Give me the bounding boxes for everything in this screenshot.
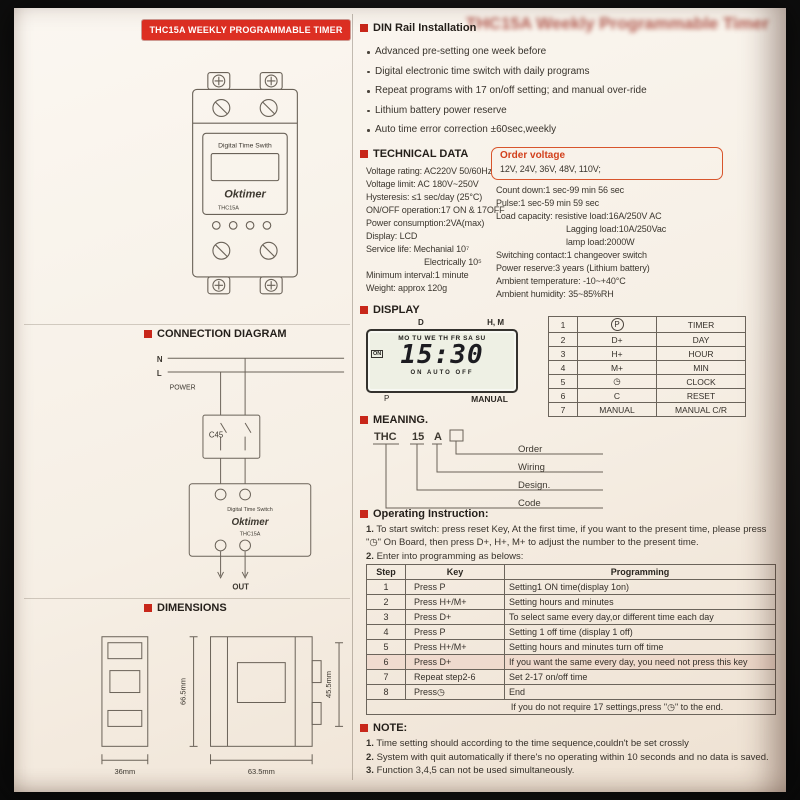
key-symbol: M+ (578, 361, 657, 375)
lcd-top-labels (366, 318, 518, 329)
list-item: Advanced pre-setting one week before (366, 42, 778, 62)
section-heading-operating (360, 508, 489, 520)
spec-line: Display: LCD (366, 231, 418, 241)
note-item (366, 752, 780, 765)
table-row (549, 347, 746, 361)
table-row: 1 Press P Setting1 ON time(display 1on) (367, 580, 776, 595)
order-voltage-box (491, 147, 723, 180)
tech-specs-left (366, 165, 505, 295)
note-item (366, 765, 780, 778)
lcd-label-manual: MANUAL (471, 394, 508, 404)
title-banner: THC15A WEEKLY PROGRAMMABLE TIMER (142, 20, 350, 40)
section-heading-meaning (360, 414, 428, 426)
key-function-table (548, 316, 746, 417)
section-heading-din-rail (360, 22, 476, 34)
spec-line: Voltage limit: AC 180V~250V (366, 179, 479, 189)
tech-specs-right (496, 184, 782, 301)
manual-page (14, 8, 786, 792)
din-feature-list (366, 42, 778, 140)
key-function: TIMER (657, 317, 746, 333)
lcd-time-row (368, 342, 516, 368)
dim-side-width: 63.5mm (247, 767, 275, 777)
spec-line: Switching contact:1 changeover switch (496, 250, 647, 260)
list-item: Lithium battery power reserve (366, 101, 778, 121)
dim-body-height: 45.5mm (324, 671, 334, 699)
section-heading-label: MEANING. (373, 414, 428, 426)
table-header-row (367, 565, 776, 580)
instruction-item (366, 551, 778, 564)
spec-line: Power consumption:2VA(max) (366, 218, 485, 228)
table-row: 6 Press D+ If you want the same every day, you need not press this key (367, 655, 776, 670)
item-text: To start switch: press reset Key, At the first time, if you want to the present time, please press "◷" On Board, then press D+, H+, M+ to adjust the number to the present time. (366, 524, 767, 548)
table-row: 2 Press H+/M+ Setting hours and minutes (367, 595, 776, 610)
section-heading-label: DIMENSIONS (157, 602, 227, 614)
list-item: Digital electronic time switch with daily programs (366, 62, 778, 82)
item-text: Enter into programming as belows: (376, 550, 524, 562)
key-function: MANUAL C/R (657, 403, 746, 417)
list-item: Auto time error correction ±60sec,weekly (366, 120, 778, 140)
diagram-device-brand: Oktimer (231, 516, 269, 528)
device-model-text: THC15A (217, 205, 239, 212)
lcd-weekdays: MO TU WE TH FR SA SU (398, 335, 486, 342)
spec-line: Ambient temperature: -10~+40°C (496, 276, 626, 286)
table-row (549, 375, 746, 389)
power-label: POWER (169, 384, 196, 392)
wire-n-label: N (156, 355, 163, 365)
key-symbol (578, 317, 657, 333)
key-num: 3 (549, 347, 578, 361)
programming-steps-table (366, 564, 776, 715)
red-square-bullet (360, 416, 368, 424)
key-function: HOUR (657, 347, 746, 361)
key-num: 1 (549, 317, 578, 333)
spec-line: Hysteresis: ≤1 sec/day (25°C) (366, 192, 483, 202)
table-row (549, 403, 746, 417)
ghost-print-text: THC15A Weekly Programmable Timer (466, 14, 769, 33)
section-heading-display (360, 304, 420, 316)
wire-l-label: L (156, 368, 162, 378)
red-square-bullet (360, 724, 368, 732)
table-row (549, 361, 746, 375)
lcd-label-hour-min: H, M (487, 318, 504, 327)
lcd-label-p: P (384, 394, 390, 403)
item-text: Function 3,4,5 can not be used simultaneously. (376, 765, 575, 777)
spec-line: Count down:1 sec-99 min 56 sec (496, 185, 625, 195)
red-square-bullet (360, 306, 368, 314)
item-number: 2. (366, 550, 374, 562)
model-code-breakdown (368, 428, 618, 514)
spec-line: Power reserve:3 years (Lithium battery) (496, 263, 650, 273)
red-square-bullet (144, 604, 152, 612)
spec-line: lamp load:2000W (566, 237, 635, 247)
key-function: RESET (657, 389, 746, 403)
section-heading-label: TECHNICAL DATA (373, 148, 469, 160)
lcd-display-drawing (366, 318, 518, 404)
device-drawing (169, 50, 321, 318)
spec-line: Ambient humidity: 35~85%RH (496, 289, 614, 299)
section-heading-technical-data (360, 148, 468, 160)
key-symbol: H+ (578, 347, 657, 361)
note-item (366, 738, 780, 751)
code-label-code: Code (518, 498, 541, 509)
breaker-label: C45 (208, 430, 224, 440)
spec-line: Pulse:1 sec-59 min 59 sec (496, 198, 600, 208)
table-row: 8 Press◷ End (367, 685, 776, 700)
item-number: 3. (366, 765, 374, 777)
model-token-design: 15 (412, 431, 425, 443)
footnote-text: If you do not require 17 settings,press "◷" to the end. (367, 700, 776, 715)
table-row (549, 389, 746, 403)
diagram-device-title: Digital Time Switch (227, 507, 273, 514)
section-heading-note (360, 722, 407, 734)
item-number: 1. (366, 524, 374, 535)
operating-instructions (366, 524, 778, 564)
code-label-wiring: Wiring (518, 462, 545, 473)
key-function: DAY (657, 333, 746, 347)
section-rule (24, 598, 350, 599)
red-square-bullet (360, 150, 368, 158)
table-row (549, 333, 746, 347)
diagram-device-model: THC15A (239, 531, 261, 538)
spec-line: Minimum interval:1 minute (366, 270, 469, 280)
spec-line: Electrically 10⁵ (424, 257, 482, 267)
lcd-bottom-labels (366, 393, 518, 404)
item-number: 2. (366, 751, 374, 763)
section-heading-label: Operating Instruction: (373, 508, 489, 520)
key-num: 4 (549, 361, 578, 375)
table-row: 5 Press H+/M+ Setting hours and minutes turn off time (367, 640, 776, 655)
circled-p-icon: P (611, 318, 624, 331)
key-num: 2 (549, 333, 578, 347)
connection-diagram (152, 346, 348, 594)
col-step: Step (367, 565, 406, 580)
table-footnote-row (367, 700, 776, 715)
spec-line: Lagging load:10A/250Vac (566, 224, 667, 234)
key-num: 5 (549, 375, 578, 389)
key-function: CLOCK (657, 375, 746, 389)
lcd-screen (366, 329, 518, 393)
key-function: MIN (657, 361, 746, 375)
dimensions-drawing (86, 622, 350, 778)
instruction-item (366, 524, 778, 550)
table-row: 4 Press P Setting 1 off time (display 1 off) (367, 625, 776, 640)
column-divider (352, 14, 353, 780)
red-square-bullet (360, 24, 368, 32)
code-label-order: Order (518, 444, 543, 455)
item-text: System with quit automatically if there's no operating within 10 seconds and no data is saved. (376, 751, 769, 763)
key-num: 7 (549, 403, 578, 417)
col-key: Key (406, 565, 505, 580)
col-programming: Programming (505, 565, 776, 580)
model-token-series: THC (374, 431, 397, 443)
lcd-time: 15:30 (400, 340, 484, 370)
spec-line: Load capacity: resistive load:16A/250V AC (496, 211, 662, 221)
item-number: 1. (366, 738, 374, 749)
item-text: Time setting should according to the time sequence,couldn't be set crossly (376, 738, 689, 749)
lcd-label-day: D (418, 318, 424, 327)
order-voltage-label: Order voltage (500, 150, 566, 161)
dim-total-height: 66.5mm (178, 678, 188, 706)
lcd-on-flag: ON (373, 351, 382, 357)
section-heading-label: DISPLAY (373, 304, 420, 316)
section-heading-label: CONNECTION DIAGRAM (157, 328, 287, 340)
model-token-wiring: A (434, 431, 442, 443)
dim-front-width: 36mm (114, 767, 136, 777)
section-heading-label: DIN Rail Installation (373, 22, 477, 34)
section-heading-connection (144, 328, 287, 340)
table-row: 3 Press D+ To select same every day,or different time each day (367, 610, 776, 625)
red-square-bullet (360, 510, 368, 518)
table-row (549, 317, 746, 333)
spec-line: Weight: approx 120g (366, 283, 447, 293)
note-list (366, 738, 780, 779)
table-row: 7 Repeat step2-6 Set 2-17 on/off time (367, 670, 776, 685)
device-title-text: Digital Time Swith (218, 142, 272, 150)
code-label-design: Design. (518, 480, 551, 491)
spec-line: Service life: Mechanial 10⁷ (366, 244, 470, 254)
key-symbol: C (578, 389, 657, 403)
out-label: OUT (232, 582, 249, 592)
section-heading-dimensions (144, 602, 227, 614)
lcd-status-row: ON AUTO OFF (410, 370, 474, 376)
section-rule (24, 324, 350, 325)
key-symbol: MANUAL (578, 403, 657, 417)
key-symbol: D+ (578, 333, 657, 347)
device-brand-text: Oktimer (224, 188, 266, 201)
clock-icon: ◷ (578, 375, 657, 389)
section-heading-label: NOTE: (373, 722, 408, 734)
red-square-bullet (144, 330, 152, 338)
spec-line: Voltage rating: AC220V 50/60Hz (366, 166, 493, 176)
key-num: 6 (549, 389, 578, 403)
order-voltage-values: 12V, 24V, 36V, 48V, 110V; (500, 164, 601, 174)
list-item: Repeat programs with 17 on/off setting; and manual over-ride (366, 81, 778, 101)
spec-line: ON/OFF operation:17 ON & 17OFF (366, 205, 505, 215)
